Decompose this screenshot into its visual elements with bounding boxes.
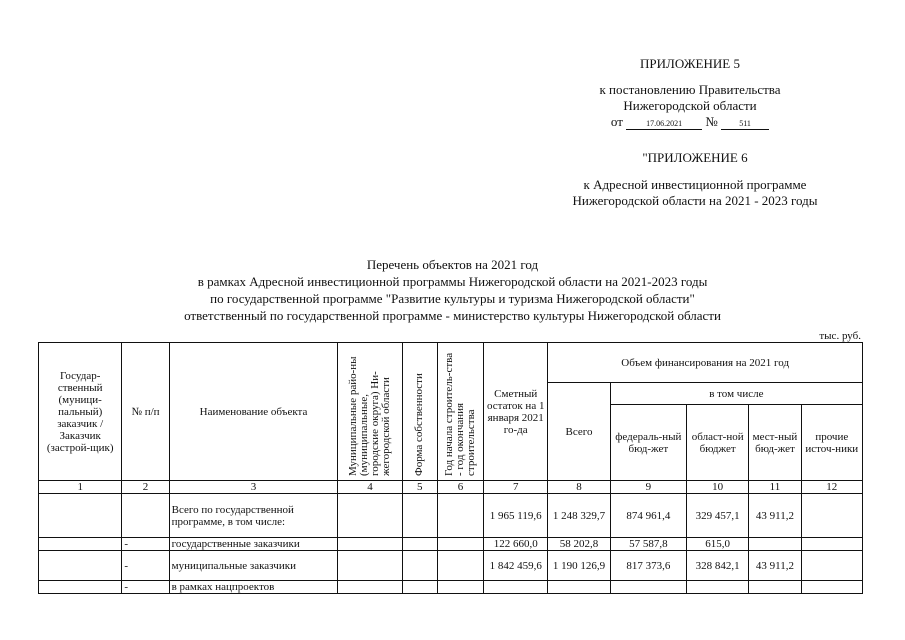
- header-balance: Сметный остаток на 1 января 2021 го-да: [484, 343, 548, 481]
- header-including: в том числе: [610, 383, 862, 405]
- cell-object-name: муниципальные заказчики: [169, 551, 338, 581]
- header-object-name: Наименование объекта: [169, 343, 338, 481]
- cell-ownership: [402, 538, 437, 551]
- column-number-row: [39, 481, 863, 494]
- cell-federal: [610, 581, 686, 594]
- cell-customer: [39, 538, 122, 551]
- column-number: 8: [548, 481, 610, 494]
- header-years: [437, 343, 483, 481]
- header-ownership-text: Форма собственности: [413, 372, 426, 476]
- cell-local: 43 911,2: [749, 551, 801, 581]
- cell-federal: 817 373,6: [610, 551, 686, 581]
- units-label: тыс. руб.: [819, 330, 861, 342]
- heading-line3: по государственной программе "Развитие культуры и туризма Нижегородской области": [210, 291, 695, 306]
- column-number: 3: [169, 481, 338, 494]
- cell-years: [437, 551, 483, 581]
- column-number: 9: [610, 481, 686, 494]
- number-label: №: [705, 114, 718, 129]
- column-number: 6: [437, 481, 483, 494]
- table-row: [39, 494, 863, 538]
- cell-balance: [484, 581, 548, 594]
- cell-regional: 615,0: [687, 538, 749, 551]
- cell-regional: [687, 581, 749, 594]
- cell-balance: 1 965 119,6: [484, 494, 548, 538]
- header-number: № п/п: [122, 343, 169, 481]
- cell-local: 43 911,2: [749, 494, 801, 538]
- cell-other: [801, 538, 862, 551]
- cell-local: [749, 538, 801, 551]
- cell-object-name: Всего по государственной программе, в том числе:: [169, 494, 338, 538]
- column-number: 1: [39, 481, 122, 494]
- cell-years: [437, 494, 483, 538]
- from-label: от: [610, 114, 623, 129]
- cell-object-name: в рамках нацпроектов: [169, 581, 338, 594]
- header-regional: област-ной бюджет: [687, 405, 749, 481]
- decree-date: 17.06.2021: [626, 119, 702, 130]
- header-funding: Объем финансирования на 2021 год: [548, 343, 863, 383]
- column-number: 2: [122, 481, 169, 494]
- table-row: [39, 551, 863, 581]
- header-years-text: Год начала строитель-ства - год окончания строительства: [442, 352, 477, 476]
- appendix-line2: Нижегородской области: [623, 98, 757, 113]
- cell-number: -: [122, 538, 169, 551]
- cell-ownership: [402, 494, 437, 538]
- cell-number: -: [122, 581, 169, 594]
- document-heading: [0, 256, 905, 324]
- cell-years: [437, 581, 483, 594]
- cell-number: -: [122, 551, 169, 581]
- table-row: [39, 538, 863, 551]
- cell-ownership: [402, 551, 437, 581]
- cell-total: 1 190 126,9: [548, 551, 610, 581]
- cell-balance: 1 842 459,6: [484, 551, 548, 581]
- cell-districts: [338, 538, 402, 551]
- cell-other: [801, 494, 862, 538]
- cell-districts: [338, 581, 402, 594]
- cell-customer: [39, 581, 122, 594]
- cell-local: [749, 581, 801, 594]
- decree-number: 511: [721, 119, 769, 130]
- heading-line4: ответственный по государственной программе - министерство культуры Нижегородской области: [184, 308, 721, 323]
- cell-other: [801, 551, 862, 581]
- inner-appendix-line1: к Адресной инвестиционной программе: [583, 177, 807, 192]
- cell-total: 58 202,8: [548, 538, 610, 551]
- cell-customer: [39, 551, 122, 581]
- column-number: 5: [402, 481, 437, 494]
- cell-object-name: государственные заказчики: [169, 538, 338, 551]
- appendix-title: ПРИЛОЖЕНИЕ 5: [640, 56, 740, 71]
- column-number: 11: [749, 481, 801, 494]
- column-number: 7: [484, 481, 548, 494]
- cell-districts: [338, 551, 402, 581]
- cell-regional: 328 842,1: [687, 551, 749, 581]
- header-districts-text: Муниципальные райо-ны (муниципальные, городские округа) Ни-жегородской области: [347, 355, 393, 476]
- header-customer: Государ-ственный (муници-пальный) заказчик / Заказчик (застрой-щик): [39, 343, 122, 481]
- inner-appendix-line2: Нижегородской области на 2021 - 2023 годы: [572, 193, 818, 208]
- table-row: [39, 581, 863, 594]
- appendix-date-line: [560, 114, 820, 130]
- header-other: прочие источ-ники: [801, 405, 862, 481]
- cell-ownership: [402, 581, 437, 594]
- cell-balance: 122 660,0: [484, 538, 548, 551]
- cell-federal: 874 961,4: [610, 494, 686, 538]
- cell-other: [801, 581, 862, 594]
- cell-total: [548, 581, 610, 594]
- column-number: 4: [338, 481, 402, 494]
- heading-line2: в рамках Адресной инвестиционной программы Нижегородской области на 2021-2023 годы: [197, 274, 708, 289]
- inner-appendix-title: "ПРИЛОЖЕНИЕ 6: [642, 150, 748, 165]
- cell-years: [437, 538, 483, 551]
- cell-number: [122, 494, 169, 538]
- header-local: мест-ный бюд-жет: [749, 405, 801, 481]
- cell-regional: 329 457,1: [687, 494, 749, 538]
- header-ownership: [402, 343, 437, 481]
- header-federal: федераль-ный бюд-жет: [610, 405, 686, 481]
- heading-line1: Перечень объектов на 2021 год: [366, 257, 539, 272]
- header-total: Всего: [548, 383, 610, 481]
- cell-customer: [39, 494, 122, 538]
- header-row-1: [39, 343, 863, 383]
- column-number: 12: [801, 481, 862, 494]
- column-number: 10: [687, 481, 749, 494]
- appendix-line1: к постановлению Правительства: [599, 82, 781, 97]
- objects-table: [38, 342, 863, 594]
- cell-total: 1 248 329,7: [548, 494, 610, 538]
- cell-districts: [338, 494, 402, 538]
- cell-federal: 57 587,8: [610, 538, 686, 551]
- header-districts: [338, 343, 402, 481]
